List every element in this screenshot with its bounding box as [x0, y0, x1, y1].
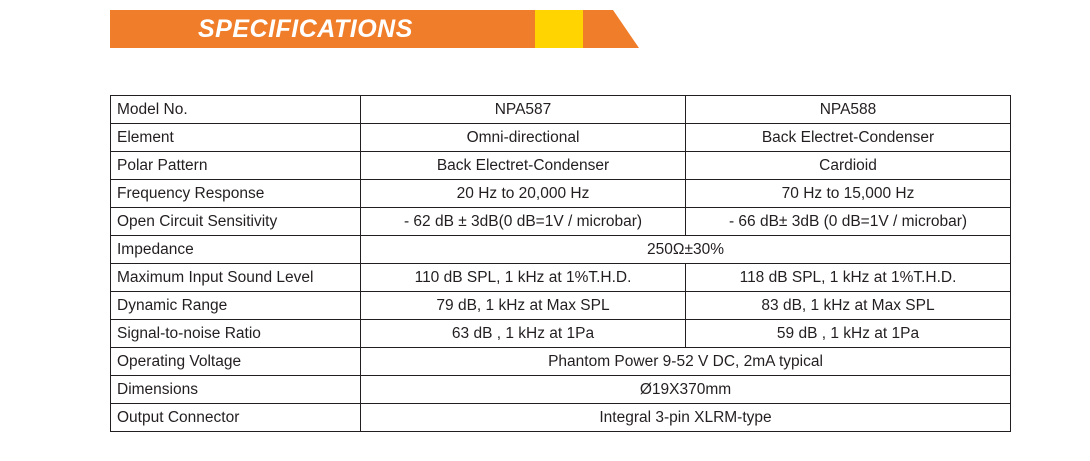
table-row	[111, 348, 1011, 376]
spec-value-model-1: 79 dB, 1 kHz at Max SPL	[361, 292, 686, 320]
spec-label: Output Connector	[111, 404, 361, 432]
spec-value-model-2: Back Electret-Condenser	[686, 124, 1011, 152]
spec-label: Dynamic Range	[111, 292, 361, 320]
table-row	[111, 264, 1011, 292]
spec-label: Open Circuit Sensitivity	[111, 208, 361, 236]
table-row	[111, 124, 1011, 152]
specifications-banner	[110, 10, 638, 48]
spec-value-model-2: - 66 dB± 3dB (0 dB=1V / microbar)	[686, 208, 1011, 236]
spec-value-model-1: Omni-directional	[361, 124, 686, 152]
spec-value-shared: Phantom Power 9-52 V DC, 2mA typical	[361, 348, 1011, 376]
specifications-table-body	[111, 96, 1011, 432]
spec-value-shared: Ø19X370mm	[361, 376, 1011, 404]
spec-value-model-2: 118 dB SPL, 1 kHz at 1%T.H.D.	[686, 264, 1011, 292]
spec-value-model-2: 70 Hz to 15,000 Hz	[686, 180, 1011, 208]
table-row	[111, 152, 1011, 180]
table-row	[111, 292, 1011, 320]
spec-label: Impedance	[111, 236, 361, 264]
banner-orange-block	[583, 10, 613, 48]
spec-label: Model No.	[111, 96, 361, 124]
spec-value-model-1: - 62 dB ± 3dB(0 dB=1V / microbar)	[361, 208, 686, 236]
page-title: SPECIFICATIONS	[198, 14, 413, 43]
spec-value-model-1: Back Electret-Condenser	[361, 152, 686, 180]
spec-value-model-2: 59 dB , 1 kHz at 1Pa	[686, 320, 1011, 348]
spec-label: Maximum Input Sound Level	[111, 264, 361, 292]
spec-value-model-2: NPA588	[686, 96, 1011, 124]
spec-label: Operating Voltage	[111, 348, 361, 376]
spec-label: Polar Pattern	[111, 152, 361, 180]
spec-value-shared: 250Ω±30%	[361, 236, 1011, 264]
banner-main-block	[110, 10, 535, 48]
spec-value-model-1: 20 Hz to 20,000 Hz	[361, 180, 686, 208]
table-row	[111, 320, 1011, 348]
table-row	[111, 404, 1011, 432]
table-row	[111, 376, 1011, 404]
specifications-table	[110, 95, 1011, 432]
spec-label: Signal-to-noise Ratio	[111, 320, 361, 348]
spec-label: Frequency Response	[111, 180, 361, 208]
table-row	[111, 236, 1011, 264]
banner-taper-shape	[613, 10, 639, 48]
table-row	[111, 180, 1011, 208]
spec-value-model-1: 110 dB SPL, 1 kHz at 1%T.H.D.	[361, 264, 686, 292]
spec-value-model-1: 63 dB , 1 kHz at 1Pa	[361, 320, 686, 348]
spec-value-model-2: Cardioid	[686, 152, 1011, 180]
spec-label: Element	[111, 124, 361, 152]
table-row	[111, 96, 1011, 124]
banner-yellow-block	[535, 10, 583, 48]
spec-value-shared: Integral 3-pin XLRM-type	[361, 404, 1011, 432]
table-row	[111, 208, 1011, 236]
spec-value-model-1: NPA587	[361, 96, 686, 124]
spec-value-model-2: 83 dB, 1 kHz at Max SPL	[686, 292, 1011, 320]
spec-label: Dimensions	[111, 376, 361, 404]
specifications-table-wrapper	[110, 95, 1010, 432]
